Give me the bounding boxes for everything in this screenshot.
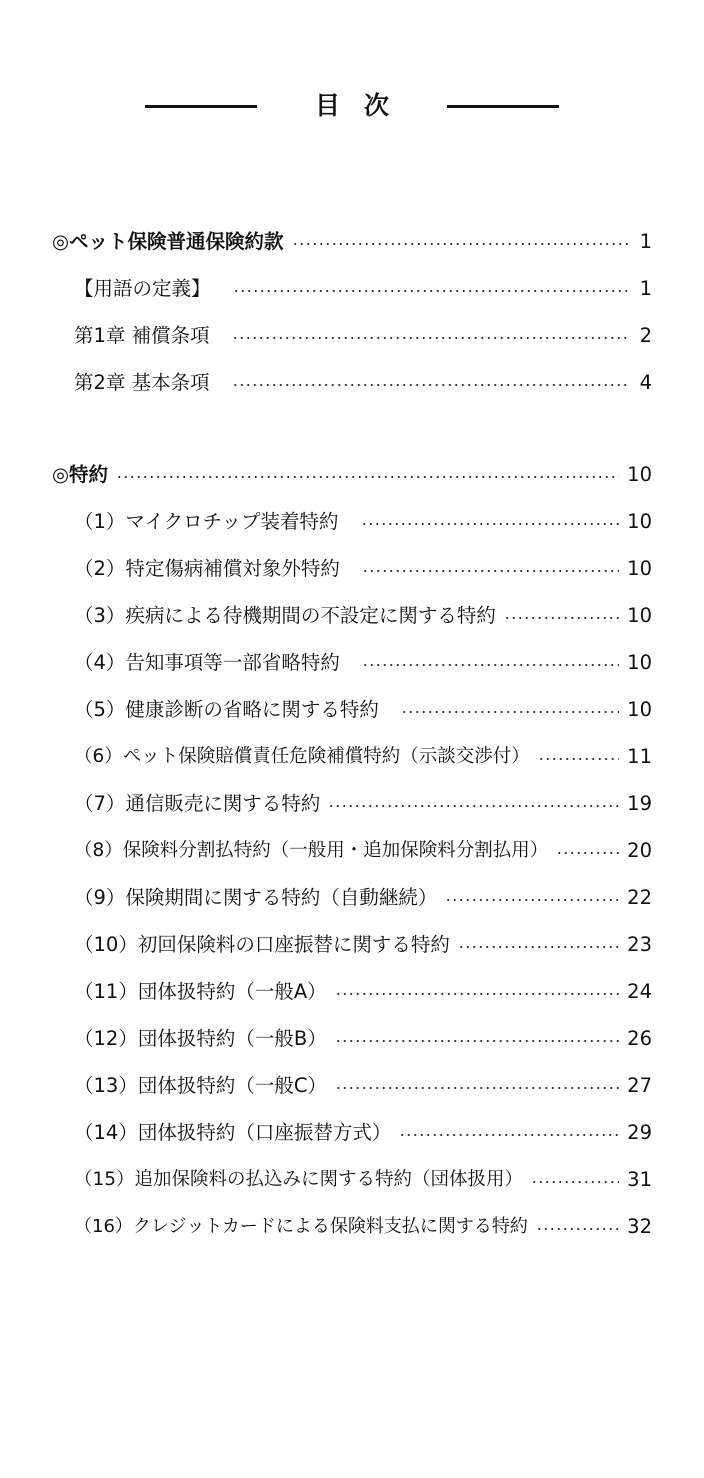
toc-entry[interactable]	[0, 975, 704, 1009]
toc-page-number: 4	[639, 371, 652, 394]
toc-page-number: 10	[627, 651, 652, 674]
toc-entry[interactable]	[0, 646, 704, 680]
toc-entry-label: （16）クレジットカードによる保険料支払に関する特約	[74, 1216, 528, 1237]
toc-page-number: 22	[627, 886, 652, 909]
dot-leader	[399, 1134, 619, 1136]
toc-page-number: 1	[639, 230, 652, 253]
toc-page-number: 27	[627, 1074, 652, 1097]
dot-leader	[538, 758, 619, 760]
toc-heading-basic-terms[interactable]	[0, 225, 704, 259]
toc-entry[interactable]	[0, 272, 704, 306]
dot-leader	[335, 993, 620, 995]
dot-leader	[362, 570, 619, 572]
toc-page-number: 10	[627, 698, 652, 721]
toc-entry[interactable]	[0, 319, 704, 353]
dot-leader	[504, 617, 619, 619]
toc-entry-label: （6）ペット保険賠償責任危険補償特約（示談交渉付）	[74, 746, 530, 767]
toc-entry-label: （14）団体扱特約（口座振替方式）	[74, 1121, 392, 1144]
dot-leader	[458, 946, 619, 948]
dot-leader	[335, 1040, 619, 1042]
toc-entry-label: （9）保険期間に関する特約（自動継続）	[74, 886, 438, 909]
toc-page-number: 20	[627, 839, 652, 862]
toc-heading-label: ◎特約	[52, 463, 109, 486]
toc-entry-label: 【用語の定義】	[74, 277, 211, 300]
toc-page-number: 24	[627, 980, 652, 1003]
dot-leader	[362, 664, 619, 666]
toc-entry[interactable]	[0, 787, 704, 821]
dot-leader	[292, 243, 630, 245]
toc-entry[interactable]	[0, 1210, 704, 1244]
toc-entry[interactable]	[0, 693, 704, 727]
toc-page-number: 1	[639, 277, 652, 300]
toc-title-block	[0, 84, 704, 128]
toc-page-number: 2	[639, 324, 652, 347]
toc-page-number: 32	[627, 1215, 652, 1238]
page-title: 目次	[314, 91, 413, 120]
dot-leader	[531, 1181, 619, 1183]
toc-page-number: 19	[627, 792, 652, 815]
toc-page-number: 11	[627, 745, 652, 768]
toc-page-number: 31	[627, 1168, 652, 1191]
toc-page-number: 10	[627, 557, 652, 580]
dot-leader	[536, 1228, 619, 1230]
toc-entry-label: （3）疾病による待機期間の不設定に関する特約	[74, 604, 496, 627]
dot-leader	[361, 523, 620, 525]
toc-entry-label: （15）追加保険料の払込みに関する特約（団体扱用）	[74, 1169, 524, 1190]
toc-entry-label: 第2章 基本条項	[74, 371, 210, 394]
dot-leader	[556, 852, 619, 854]
toc-heading-label: ◎ペット保険普通保険約款	[52, 230, 284, 253]
toc-page-number: 29	[627, 1121, 652, 1144]
toc-page-number: 26	[627, 1027, 652, 1050]
toc-entry[interactable]	[0, 834, 704, 868]
toc-entry[interactable]	[0, 599, 704, 633]
dot-leader	[335, 1087, 619, 1089]
toc-entry-label: （11）団体扱特約（一般A）	[74, 980, 327, 1003]
toc-entry-label: （12）団体扱特約（一般B）	[74, 1027, 327, 1050]
toc-entry[interactable]	[0, 928, 704, 962]
toc-entry[interactable]	[0, 505, 704, 539]
toc-entry-label: （10）初回保険料の口座振替に関する特約	[74, 933, 450, 956]
toc-entry[interactable]	[0, 552, 704, 586]
toc-entry[interactable]	[0, 740, 704, 774]
toc-entry-label: （1）マイクロチップ装着特約	[74, 510, 339, 533]
toc-entry-label: （13）団体扱特約（一般C）	[74, 1074, 327, 1097]
toc-heading-riders[interactable]	[0, 458, 704, 492]
toc-entry-label: （4）告知事項等一部省略特約	[74, 651, 340, 674]
dot-leader	[328, 805, 619, 807]
dot-leader	[401, 711, 619, 713]
toc-entry[interactable]	[0, 366, 704, 400]
dot-leader	[233, 290, 630, 292]
title-rule-right	[447, 105, 559, 108]
toc-entry-label: （5）健康診断の省略に関する特約	[74, 698, 379, 721]
toc-entry[interactable]	[0, 1116, 704, 1150]
toc-page-number: 10	[627, 604, 652, 627]
toc-page-number: 10	[627, 463, 652, 486]
toc-entry-label: （2）特定傷病補償対象外特約	[74, 557, 340, 580]
dot-leader	[232, 384, 630, 386]
toc-entry[interactable]	[0, 1163, 704, 1197]
title-rule-left	[145, 105, 257, 108]
toc-page-number: 23	[627, 933, 652, 956]
toc-entry-label: （7）通信販売に関する特約	[74, 792, 321, 815]
toc-entry-label: （8）保険料分割払特約（一般用・追加保険料分割払用）	[74, 840, 549, 861]
toc-entry-label: 第1章 補償条項	[74, 324, 210, 347]
toc-entry[interactable]	[0, 881, 704, 915]
dot-leader	[445, 899, 619, 901]
dot-leader	[116, 476, 619, 478]
toc-page-number: 10	[627, 510, 652, 533]
toc-entry[interactable]	[0, 1022, 704, 1056]
toc-entry[interactable]	[0, 1069, 704, 1103]
dot-leader	[232, 337, 630, 339]
